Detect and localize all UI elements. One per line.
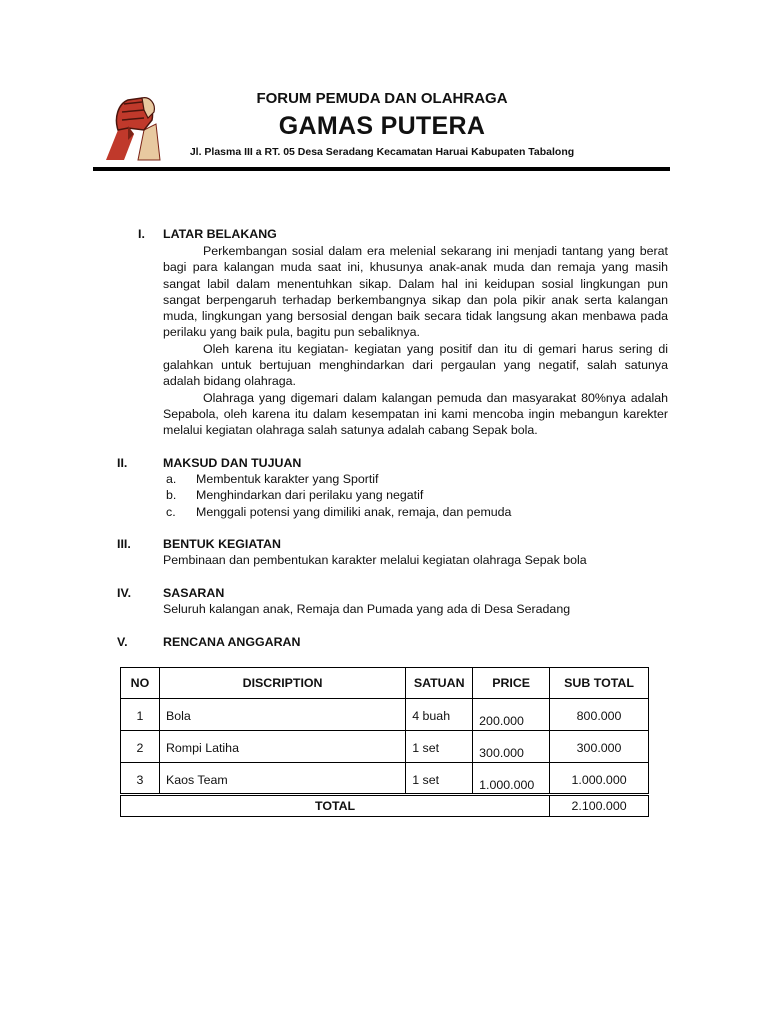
section-4-title: SASARAN [163,586,225,600]
column-header-no: NO [121,668,160,699]
column-header-description: DISCRIPTION [159,668,405,699]
cell-no: 1 [121,699,160,731]
section-4-number: IV. [117,586,132,600]
table-total-row [121,795,649,817]
cell-description: Rompi Latiha [159,731,405,763]
total-label: TOTAL [121,795,550,817]
cell-price: 200.000 [473,699,550,731]
cell-subtotal: 800.000 [550,699,649,731]
section-5-title: RENCANA ANGGARAN [163,635,301,649]
table-header-row [121,668,649,699]
header-divider [93,167,670,171]
list-item [166,487,666,503]
list-marker: c. [166,504,176,519]
section-5-number: V. [117,635,128,649]
section-2-number: II. [117,456,128,470]
cell-subtotal: 300.000 [550,731,649,763]
section-1-title: LATAR BELAKANG [163,227,277,241]
section-1-paragraph-2: Oleh karena itu kegiatan- kegiatan yang positif dan itu di gemari harus sering di galahkan untuk bertujuan menghindarkan dari pergaulan yang negatif, salah satunya adalah bidang olahraga. [163,341,668,389]
section-1-number: I. [138,227,145,241]
section-2-title: MAKSUD DAN TUJUAN [163,456,302,470]
column-header-subtotal: SUB TOTAL [550,668,649,699]
section-3-title: BENTUK KEGIATAN [163,537,281,551]
cell-description: Bola [159,699,405,731]
list-text: Menghindarkan dari perilaku yang negatif [196,488,424,503]
cell-satuan: 1 set [406,731,473,763]
objectives-list [166,471,666,520]
total-value: 2.100.000 [550,795,649,817]
section-1-body [163,243,668,439]
list-text: Membentuk karakter yang Sportif [196,472,379,486]
list-text: Menggali potensi yang dimiliki anak, remaja, dan pemuda [196,504,512,519]
section-4-text: Seluruh kalangan anak, Remaja dan Pumada yang ada di Desa Seradang [163,602,571,616]
cell-description: Kaos Team [159,763,405,795]
list-item [166,471,666,487]
table-row [121,699,649,731]
cell-satuan: 1 set [406,763,473,795]
column-header-satuan: SATUAN [406,668,473,699]
cell-price: 300.000 [473,731,550,763]
section-1-paragraph-1: Perkembangan sosial dalam era melenial sekarang ini menjadi tantang yang berat bagi para kalangan muda saat ini, khusunya anak-anak muda dan remaja yang masih sangat labil dalam menentuhkan sikap. Dalam hal ini keidupan sosial lingkungan pun sangat berpengaruh terhadap berkembangnya sikap dan pola pikir anak serta kalangan muda, lingkungan yang bersosial dengan baik secara tidak langsung akan menbawa pada perilaku yang baik pula, bagitu pun sebaliknya. [163,244,668,340]
budget-table [120,667,649,817]
cell-no: 2 [121,731,160,763]
org-line: FORUM PEMUDA DAN OLAHRAGA [256,90,508,107]
list-item [166,504,666,520]
list-marker: b. [166,488,177,503]
section-1-paragraph-3: Olahraga yang digemari dalam kalangan pemuda dan masyarakat 80%nya adalah Sepabola, oleh karena itu dalam kesempatan ini kami mencoba ingin mebangun karekter melalui kegiatan olahraga salah satunya adalah cabang Sepak bola. [163,390,668,438]
list-marker: a. [166,472,177,486]
cell-price: 1.000.000 [473,763,550,795]
clasped-hands-logo-icon [98,90,162,162]
cell-subtotal: 1.000.000 [550,763,649,795]
section-3-number: III. [117,537,131,551]
cell-no: 3 [121,763,160,795]
section-3-text: Pembinaan dan pembentukan karakter melalui kegiatan olahraga Sepak bola [163,553,587,567]
org-name: GAMAS PUTERA [278,112,486,140]
column-header-price: PRICE [473,668,550,699]
table-row [121,763,649,795]
table-row [121,731,649,763]
org-address: Jl. Plasma III a RT. 05 Desa Seradang Kecamatan Haruai Kabupaten Tabalong [189,146,575,158]
cell-satuan: 4 buah [406,699,473,731]
